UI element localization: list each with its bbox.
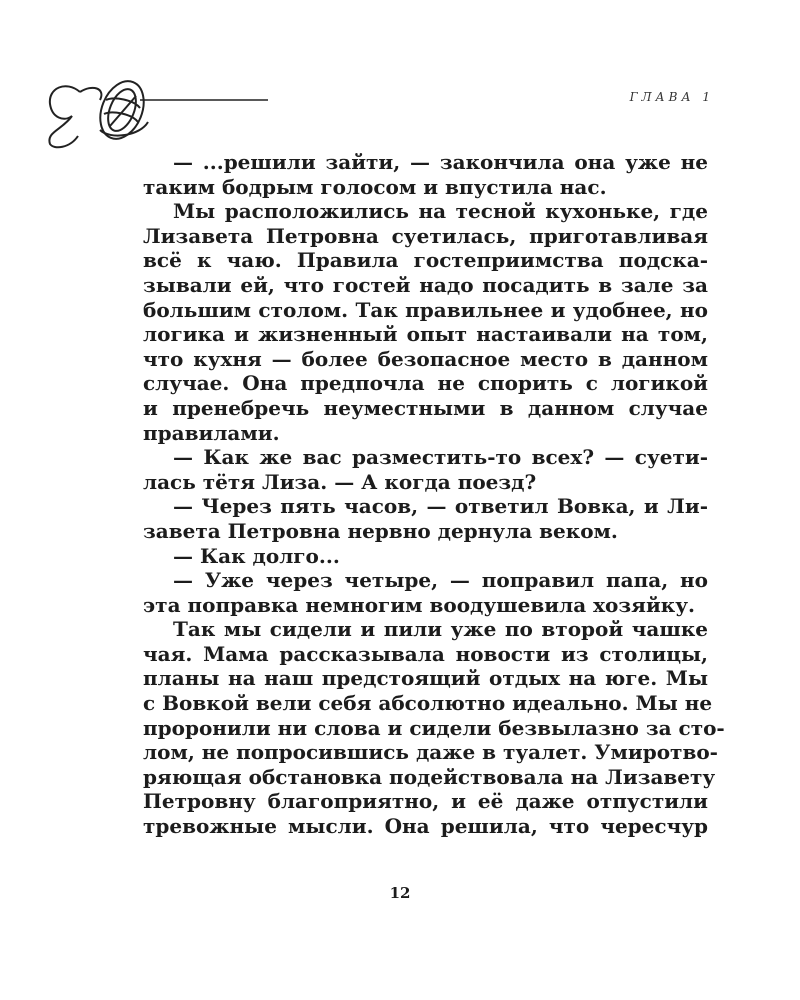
text-line: зывали ей, что гостей надо посадить в зале за (143, 272, 708, 297)
text-line: лом, не попросившись даже в туалет. Умиротво- (143, 740, 718, 765)
text-line: всё к чаю. Правила гостеприимства подска- (143, 248, 708, 273)
text-line: эта поправка немногим воодушевила хозяйку. (143, 592, 695, 617)
text-line: большим столом. Так правильнее и удобнее, но (143, 297, 708, 322)
chapter-header: ГЛАВА 1 (629, 90, 714, 104)
text-line: проронили ни слова и сидели безвылазно за сто- (143, 715, 725, 740)
text-line: планы на наш предстоящий отдых на юге. Мы (143, 666, 708, 691)
text-line: Петровну благоприятно, и её даже отпустили (143, 789, 708, 814)
text-line: с Вовкой вели себя абсолютно идеально. Мы не (143, 691, 713, 716)
text-line: Лизавета Петровна суетилась, приготавливая (143, 223, 708, 248)
text-line: — Уже через четыре, — поправил папа, но (173, 568, 708, 593)
text-line: — Как же вас разместить-то всех? — суети- (173, 445, 708, 470)
text-line: Так мы сидели и пили уже по второй чашке (173, 617, 708, 642)
text-line: ряющая обстановка подействовала на Лизавету (143, 764, 716, 789)
page-number: 12 (389, 884, 411, 902)
text-line: и пренебречь неуместными в данном случае (143, 395, 708, 420)
body-text (143, 150, 725, 839)
text-line: логика и жизненный опыт настаивали на том, (143, 322, 708, 347)
text-line: случае. Она предпочла не спорить с логикой (143, 371, 708, 396)
text-line: что кухня — более безопасное место в данном (143, 346, 708, 371)
text-line: завета Петровна нервно дернула веком. (143, 518, 618, 543)
text-line: таким бодрым голосом и впустила нас. (143, 174, 607, 199)
text-line: тревожные мысли. Она решила, что чересчур (143, 814, 708, 839)
chapter-ornament-icon (40, 70, 280, 150)
text-line: правилами. (143, 420, 280, 445)
text-line: Мы расположились на тесной кухоньке, где (173, 199, 708, 224)
text-line: — Как долго... (173, 543, 340, 568)
text-line: лась тётя Лиза. — А когда поезд? (143, 469, 537, 494)
text-line: чая. Мама рассказывала новости из столицы, (143, 641, 708, 666)
text-line: — ...решили зайти, — закончила она уже не (173, 150, 708, 174)
text-line: — Через пять часов, — ответил Вовка, и Ли- (173, 494, 708, 519)
